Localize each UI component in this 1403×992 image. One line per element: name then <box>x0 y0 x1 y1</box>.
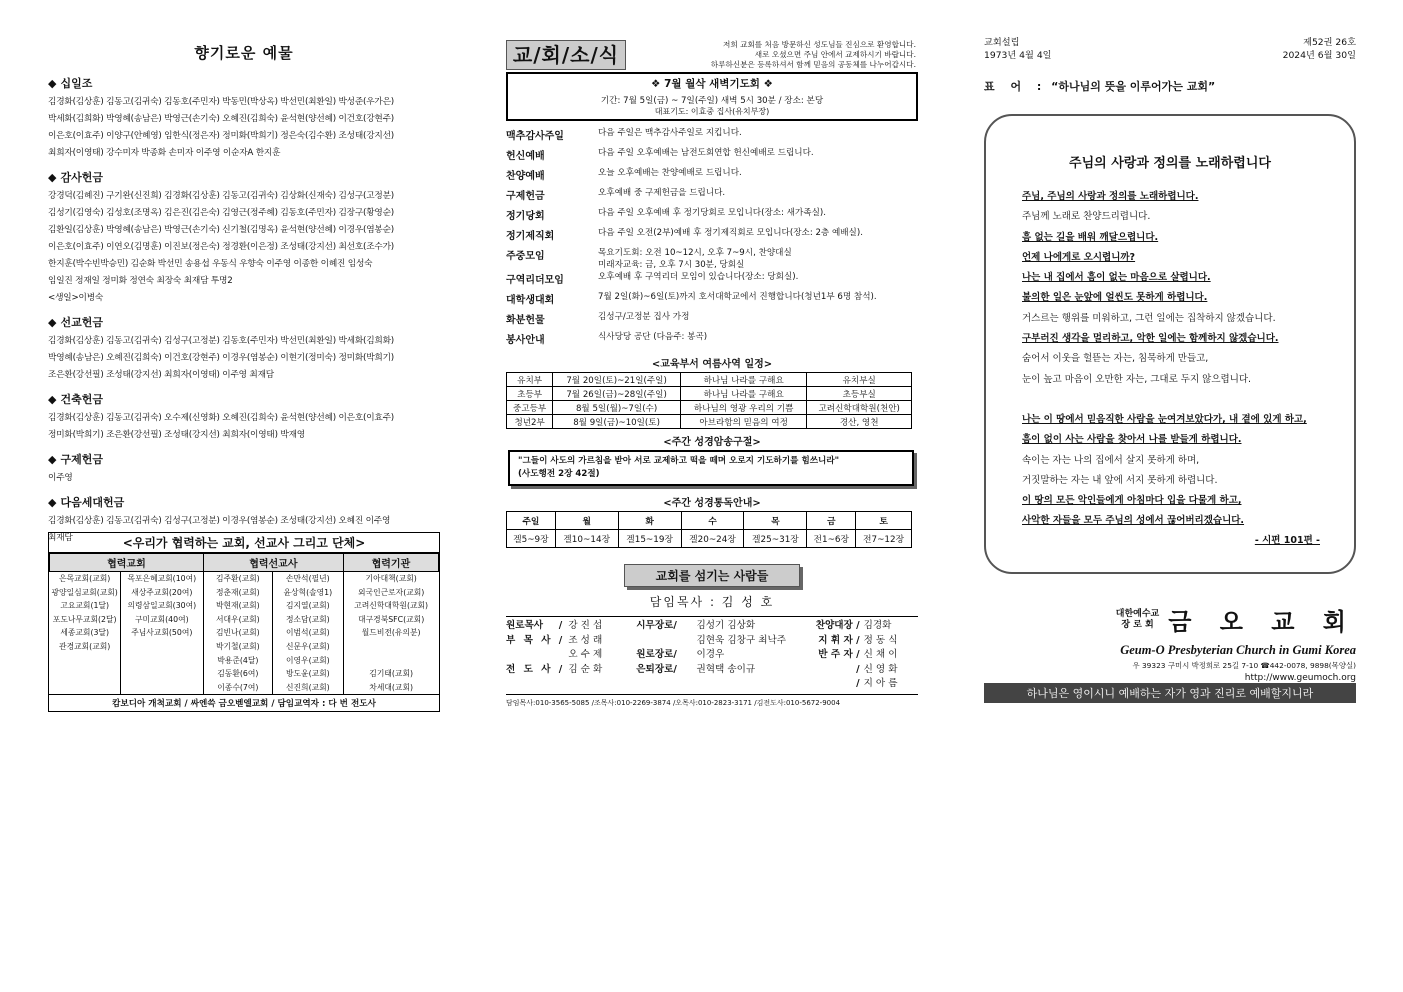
news-item-text: 다음 주일 오후예배는 남전도회연합 헌신예배로 드립니다. <box>598 148 814 158</box>
staff-row <box>506 634 918 649</box>
servers-title: 교회를 섬기는 사람들 <box>624 564 800 587</box>
staff-cell: 은퇴장로/ <box>636 663 677 675</box>
reading-range: 전1~6장 <box>807 530 856 548</box>
reading-range: 겔15~19장 <box>618 530 681 548</box>
staff-cell: 신 채 이 <box>863 649 898 660</box>
psalm-line: 나는 이 땅에서 믿음직한 사람을 눈여겨보았다가, 내 곁에 있게 하고, <box>1022 413 1307 425</box>
coop-missionary: 박기철(교회) <box>215 641 260 651</box>
coop-missionary: 방도윤(교회) <box>285 669 330 679</box>
news-column <box>506 36 918 708</box>
coop-church: 주님사교회(50여) <box>131 628 193 638</box>
summer-cell: 초등부실 <box>807 387 912 401</box>
offering-names: 김경화(김상훈) 김동고(김귀숙) 오수제(신영화) 오혜진(김희숙) 윤석현(양선혜) 이은호(이효주) 정미화(박희기) 조은환(강선필) 조성태(강지선) 최희자(이영태) 박재영 <box>48 413 394 440</box>
cooperation-title: <우리가 협력하는 교회, 선교사 그리고 단체> <box>49 533 439 553</box>
news-header <box>506 36 918 70</box>
church-url[interactable]: http://www.geumoch.org <box>1244 673 1356 683</box>
psalm-line: 숨어서 이웃을 헐뜯는 자는, 침묵하게 만들고, <box>1022 353 1209 365</box>
coop-org: 김기태(교회) <box>369 669 414 679</box>
coop-missionary: 김빈나(교회) <box>215 628 260 638</box>
news-item-label: 찬양예배 <box>506 171 545 182</box>
summer-schedule-table <box>506 372 912 429</box>
coop-orgs <box>343 572 438 695</box>
coop-header-missionaries: 협력선교사 <box>203 554 343 572</box>
psalm-line: 언제 나에게로 오시렵니까? <box>1022 251 1136 263</box>
offering-heading-label: 선교헌금 <box>60 316 103 329</box>
dawn-prayer-schedule: 기간: 7월 5일(금) ~ 7일(주일) 새벽 5시 30분 / 장소: 본당 <box>600 96 824 106</box>
psalm-line: 속이는 자는 나의 집에서 살지 못하게 하며, <box>1022 454 1200 466</box>
news-item-label: 맥추감사주일 <box>506 131 564 142</box>
diamond-bullet-icon: ◆ <box>48 316 57 329</box>
reading-days-row <box>507 512 912 530</box>
coop-church: 은목교회(교회) <box>59 574 111 583</box>
staff-cell: 강 진 섭 <box>568 620 603 631</box>
staff-cell: 신 영 화 <box>863 663 898 675</box>
offering-names: 이주영 <box>48 473 73 483</box>
summer-cell: 경산, 영천 <box>807 415 912 429</box>
offering-heading-label: 건축헌금 <box>60 393 103 406</box>
coop-missionaries-b <box>272 572 343 695</box>
dawn-prayer-leader: 대표기도: 이효중 집사(유치부장) <box>654 107 770 116</box>
offering-heading <box>48 314 440 330</box>
senior-pastor: 담임목사 : 김 성 호 <box>649 595 775 609</box>
news-item <box>506 291 918 311</box>
summer-cell: 중고등부 <box>507 401 553 415</box>
coop-header-orgs: 협력기관 <box>343 554 438 572</box>
staff-cell: 부 목 사 / <box>506 634 563 646</box>
staff-cell: 원로장로/ <box>636 649 677 660</box>
staff-cell <box>636 634 696 649</box>
news-item <box>506 247 918 271</box>
staff-cell <box>506 677 562 692</box>
psalm-line: 사악한 자들을 모두 주님의 성에서 끊어버리겠습니다. <box>1022 515 1245 527</box>
staff-row <box>506 677 918 692</box>
summer-cell: 하나님 나라를 구해요 <box>680 387 806 401</box>
staff-cell: 정 동 식 <box>863 634 898 646</box>
psalm-line: 이 땅의 모든 악인들에게 아침마다 입을 다물게 하고, <box>1022 495 1242 507</box>
offering-section <box>48 75 440 162</box>
news-item <box>506 311 918 331</box>
reading-day: 주일 <box>507 512 556 530</box>
news-item-label: 대학생대회 <box>506 295 555 306</box>
staff-cell: 김경화 <box>863 620 892 631</box>
bible-reading-table <box>506 511 912 548</box>
coop-org: 대구경북SFC(교회) <box>358 614 425 624</box>
coop-church: 관경교회(교회) <box>59 641 111 651</box>
summer-cell: 고려신학대학원(천안) <box>807 401 912 415</box>
coop-org: 차세대(교회) <box>369 682 414 692</box>
news-item <box>506 227 918 247</box>
founded-date: 1973년 4월 4일 <box>984 50 1052 61</box>
psalm-line: 흠 없는 길을 배워 깨달으렵니다. <box>1022 231 1159 243</box>
staff-cell: 오 수 제 <box>568 649 603 660</box>
summer-row <box>507 387 912 401</box>
diamond-bullet-icon: ◆ <box>48 171 57 184</box>
summer-row <box>507 373 912 387</box>
coop-church: 광양일심교회(교회) <box>51 587 118 597</box>
staff-cell: 전 도 사 / <box>506 663 563 675</box>
psalm-reference: - 시편 101편 - <box>1254 534 1320 546</box>
diamond-bullet-icon: ◆ <box>48 393 57 406</box>
news-list <box>506 127 918 351</box>
coop-missionaries-a <box>203 572 272 695</box>
bottom-motto-bar: 하나님은 영이시니 예배하는 자가 영과 진리로 예배할지니라 <box>984 683 1356 703</box>
staff-cell <box>696 677 805 692</box>
coop-org <box>346 654 437 668</box>
offering-names: 강경덕(김혜진) 구기완(신진희) 김경화(김상훈) 김동고(김귀숙) 김상화(신재숙) 김성구(고정분) 김성기(김영숙) 김성호(조명옥) 김은진(김은숙) 김영근(정주혜) 김동호(주민자) 김장구(황영순) 김환일(김상훈) 박영혜(송남은) 박영근(손기숙) 신기철(김명옥) 윤석현(양선혜) 이경우(염봉순) 이은호(이효주) 이연오(김명훈) 이진보(정은숙) 정경환(이은정) 조성태(강지선) 최선호(조수가) 한지훈(박수빈박승민) 김순화 박선민 송용섭 우동식 우향숙 이주영 이종한 이혜진 임성숙 임일진 정재일 정미화 정연숙 최장숙 최재담 투명2 <생일>이병숙 <box>48 191 394 303</box>
issue-date: 2024년 6월 30일 <box>1282 50 1356 61</box>
coop-church: 포도나무교회(2달) <box>52 614 117 624</box>
offering-section <box>48 391 440 444</box>
news-item-label: 헌신예배 <box>506 151 545 162</box>
staff-cell: 지 아 름 <box>863 678 898 689</box>
offering-heading-label: 십일조 <box>60 77 93 90</box>
psalm-line: 구부러진 생각을 멀리하고, 악한 일에는 함께하지 않겠습니다. <box>1022 333 1279 345</box>
welcome-message: 저희 교회를 처음 방문하신 성도님들 진심으로 환영합니다. 새로 오셨으면 주님 안에서 교제하시기 바랍니다. 하루하신분은 등록하셔서 함께 믿음의 공동체를 나누어갑시다. <box>710 40 916 69</box>
news-item-text: 다음 주일 오후예배 후 정기당회로 모입니다(장소: 새가족실). <box>598 208 826 218</box>
coop-missionary: 정소담(교회) <box>285 614 330 624</box>
dawn-prayer-title: ❖ 7월 월삭 새벽기도회 ❖ <box>651 78 773 90</box>
staff-cell: 찬양대장 / <box>815 620 860 631</box>
offering-names: 김경화(김상훈) 김동고(김귀숙) 김성구(고정분) 김동호(주민자) 박선민(최환일) 박세화(김희화) 박영혜(송남은) 오혜진(김희숙) 이건호(강현주) 이경우(염봉순) 이현기(정미숙) 정미화(박희기) 조은환(강선필) 조성태(강지선) 최희자(이영태) 이주영 최재담 <box>48 336 394 380</box>
reading-day: 수 <box>681 512 744 530</box>
staff-cell: / <box>856 663 860 675</box>
memory-verse: "그들이 사도의 가르침을 받아 서로 교제하고 떡을 떼며 오로지 기도하기를 힘쓰니라" (사도행전 2장 42절) <box>508 450 914 486</box>
news-item-text: 오늘 오후예배는 찬양예배로 드립니다. <box>598 168 742 178</box>
coop-missionary: 이종수(7여) <box>217 682 259 692</box>
coop-missionary: 정춘재(교회) <box>215 587 260 597</box>
cooperation-table <box>49 553 439 694</box>
psalm-line: 거짓말하는 자는 내 앞에 서지 못하게 하렵니다. <box>1022 474 1218 486</box>
coop-missionary: 윤상혁(솔영1) <box>283 587 333 597</box>
psalm-line: 흠이 없이 사는 사람을 찾아서 나를 받들게 하렵니다. <box>1022 434 1242 446</box>
memory-verse-title: <주간 성경암송구절> <box>663 437 761 448</box>
coop-churches-b <box>120 572 203 695</box>
news-item-label: 정기당회 <box>506 211 545 222</box>
coop-church: 세종교회(3달) <box>60 628 110 638</box>
coop-church: 고요교회(1달) <box>60 601 110 611</box>
reading-range: 겔25~31장 <box>744 530 807 548</box>
news-item-label: 봉사안내 <box>506 335 545 346</box>
coop-missionary: 김동환(6여) <box>217 669 259 679</box>
news-item-label: 구역리더모임 <box>506 275 564 286</box>
psalm-line: 불의한 일은 눈앞에 얼씬도 못하게 하렵니다. <box>1022 292 1208 304</box>
motto-label: 표 어 : <box>984 80 1048 93</box>
psalm-line: 나는 내 집에서 흠이 없는 마음으로 살렵니다. <box>1022 272 1211 284</box>
coop-church: 의령삼일교회(30여) <box>127 601 197 611</box>
summer-cell: 유치부실 <box>807 373 912 387</box>
dawn-prayer-box <box>506 72 918 121</box>
news-item-text: 목요기도회: 오전 10~12시, 오후 7~9시, 찬양대실 미래자교육: 금, 오후 7시 30분, 당회실 <box>598 248 792 270</box>
coop-churches-a <box>50 572 121 695</box>
reading-range: 겔5~9장 <box>507 530 556 548</box>
offering-names: 김경화(김상훈) 김동고(김귀숙) 김동호(주민자) 박동민(박상옥) 박선민(최환일) 박성준(우가은) 박세화(김희화) 박영혜(송남은) 박영근(손기숙) 오혜진(김희숙) 윤석현(양선혜) 이건호(강현주) 이은호(이효주) 이양구(안혜영) 임한식(정은자) 정미화(박희기) 정은숙(김수환) 조성태(강지선) 최희자(이영태) 강수미자 박종화 손미자 이주영 이순자A 한지훈 <box>48 97 394 158</box>
psalm-lines <box>986 187 1354 532</box>
psalm-line: 눈이 높고 마음이 오만한 자는, 그대로 두지 않으렵니다. <box>1022 373 1252 385</box>
coop-church: 새상주교회(20여) <box>131 587 193 597</box>
offering-heading <box>48 391 440 407</box>
summer-cell: 8월 9일(금)~10일(토) <box>553 415 681 429</box>
diamond-bullet-icon: ◆ <box>48 453 57 466</box>
founded-label: 교회설립 <box>984 37 1020 48</box>
staff-row <box>506 619 918 634</box>
coop-missionary: 서대우(교회) <box>215 614 260 624</box>
coop-missionary: 박현재(교회) <box>215 601 260 611</box>
psalm-line: 거스르는 행위를 미워하고, 그런 일에는 집착하지 않겠습니다. <box>1022 312 1276 324</box>
coop-missionary: 신문우(교회) <box>285 641 330 651</box>
staff-row <box>506 648 918 663</box>
offering-heading <box>48 451 440 467</box>
issue-info-row2 <box>984 49 1356 62</box>
motto-text: “하나님의 뜻을 이루어가는 교회” <box>1051 80 1216 93</box>
volume-number: 제52권 26호 <box>1303 37 1356 48</box>
offering-section <box>48 451 440 487</box>
cover-column <box>984 36 1356 700</box>
coop-church: 구미교회(40여) <box>135 614 189 624</box>
news-item-text: 다음 주일 오전(2부)예배 후 정기제직회로 모입니다(장소: 2층 예배실). <box>598 228 863 238</box>
news-item <box>506 271 918 291</box>
reading-range: 겔10~14장 <box>555 530 618 548</box>
summer-row <box>507 401 912 415</box>
news-item-text: 김성구/고정분 집사 가정 <box>598 312 690 322</box>
summer-cell: 하나님의 영광 우리의 기쁨 <box>680 401 806 415</box>
offering-heading <box>48 494 440 510</box>
coop-missionary: 손만석(필년) <box>285 574 330 583</box>
offering-section <box>48 169 440 307</box>
staff-cell <box>636 677 696 692</box>
issue-info-row1 <box>984 36 1356 49</box>
news-item-text: 7월 2일(화)~6일(토)까지 호서대학교에서 진행합니다(청년1부 6명 참석). <box>598 292 877 302</box>
coop-missionary: 박용준(4달) <box>217 655 259 665</box>
news-item-label: 화분헌물 <box>506 315 545 326</box>
coop-header-churches: 협력교회 <box>50 554 204 572</box>
bible-reading-title: <주간 성경통독안내> <box>663 498 761 509</box>
staff-cell <box>506 648 562 663</box>
coop-org: 월드비전(유의분) <box>361 628 421 638</box>
offering-heading-label: 다음세대헌금 <box>60 496 125 509</box>
cooperation-box <box>48 532 440 712</box>
reading-range: 겔20~24장 <box>681 530 744 548</box>
coop-missionary: 신진희(교회) <box>285 682 330 692</box>
diamond-bullet-icon: ◆ <box>48 496 57 509</box>
coop-org: 기아대책(교회) <box>365 574 417 583</box>
coop-church: 목포은혜교회(10여) <box>127 574 197 583</box>
news-title: 교/회/소/식 <box>506 40 626 70</box>
coop-org: 외국인근로자(교회) <box>358 587 425 597</box>
staff-row <box>506 663 918 678</box>
summer-cell: 7월 26일(금)~28일(주일) <box>553 387 681 401</box>
staff-cell: 김현욱 김창구 최낙주 <box>696 634 786 646</box>
summer-row <box>507 415 912 429</box>
staff-cell: 원로목사 / <box>506 620 563 631</box>
staff-cell: 권혁택 송이규 <box>696 663 756 675</box>
psalm-line <box>1022 390 1354 410</box>
psalm-line: 주님, 주님의 사랑과 정의를 노래하렵니다. <box>1022 191 1199 202</box>
reading-range: 전7~12장 <box>856 530 912 548</box>
coop-org: 고려신학대학원(교회) <box>354 601 429 611</box>
staff-cell: 조 성 래 <box>568 634 603 646</box>
psalm-box <box>984 114 1356 574</box>
news-item <box>506 147 918 167</box>
summer-cell: 하나님 나라를 구해요 <box>680 373 806 387</box>
news-item-label: 정기제직회 <box>506 231 555 242</box>
news-item <box>506 167 918 187</box>
staff-cell: 이경우 <box>696 649 725 660</box>
offering-section <box>48 314 440 384</box>
offerings-column <box>48 36 440 710</box>
offering-heading-label: 구제헌금 <box>60 453 103 466</box>
church-english-name: Geum-O Presbyterian Church in Gumi Korea <box>1120 643 1356 657</box>
psalm-line: 주님께 노래로 찬양드리렵니다. <box>1022 211 1151 223</box>
church-motto <box>984 78 1356 94</box>
coop-missionary: 이범석(교회) <box>285 628 330 638</box>
summer-cell: 유치부 <box>507 373 553 387</box>
staff-cell: 반 주 자 / <box>818 649 860 660</box>
news-item <box>506 207 918 227</box>
news-item-label: 주중모임 <box>506 251 545 262</box>
diamond-bullet-icon: ◆ <box>48 77 57 90</box>
offering-names: 김경화(김상훈) 김동고(김귀숙) 김성구(고정분) 이경우(염봉순) 조성태(강지선) 오혜진 이주영 최재담 <box>48 516 391 543</box>
summer-cell: 7월 20일(토)~21일(주일) <box>553 373 681 387</box>
coop-missionary: 김주환(교회) <box>215 574 260 583</box>
staff-cell: 시무장로/ <box>636 620 677 631</box>
coop-missionary: 김지열(교회) <box>285 601 330 611</box>
reading-day: 금 <box>807 512 856 530</box>
coop-missionary: 이영우(교회) <box>285 655 330 665</box>
news-item <box>506 187 918 207</box>
summer-schedule-title: <교육부서 여름사역 일정> <box>651 359 773 370</box>
phone-numbers: 담임목사:010-3565-5085 /조목사:010-2269-3874 /오목사:010-2823-3171 /김전도사:010-5672-9004 <box>506 698 841 707</box>
denomination: 대한예수교 장 로 회 <box>1115 608 1160 630</box>
news-item-text: 오후예배 후 구역리더 모임이 있습니다(장소: 당회실). <box>598 272 799 282</box>
staff-cell <box>562 677 636 692</box>
church-name: 금 오 교 회 <box>1168 607 1356 636</box>
staff-cell: / <box>856 678 860 689</box>
staff-cell: 김 순 화 <box>568 663 603 675</box>
staff-cell: 지 휘 자 / <box>818 634 860 646</box>
offering-heading-label: 감사헌금 <box>60 171 103 184</box>
staff-cell: 김성기 김상화 <box>696 620 756 631</box>
reading-day: 월 <box>555 512 618 530</box>
psalm-title: 주님의 사랑과 정의를 노래하렵니다 <box>1069 156 1271 171</box>
news-item-label: 구제헌금 <box>506 191 545 202</box>
reading-day: 목 <box>744 512 807 530</box>
cooperation-footer: 캄보디아 개척교회 / 싸엔쓱 금오벧엘교회 / 담임교역자 : 다 번 전도사 <box>49 694 439 711</box>
news-item-text: 다음 주일은 맥추감사주일로 지킵니다. <box>598 128 742 138</box>
news-item <box>506 127 918 147</box>
church-info <box>984 602 1356 683</box>
reading-day: 화 <box>618 512 681 530</box>
reading-ranges-row <box>507 530 912 548</box>
news-item-text: 식사당당 공단 (다음주: 봉곡) <box>598 332 708 342</box>
offerings-title: 향기로운 예물 <box>194 44 294 62</box>
offering-heading <box>48 75 440 91</box>
summer-cell: 8월 5일(월)~7일(수) <box>553 401 681 415</box>
summer-cell: 초등부 <box>507 387 553 401</box>
staff-list <box>506 616 918 695</box>
church-address: 우 39323 구미시 박정희로 25길 7-10 ☎442-0078, 9898(목양실) <box>1132 661 1356 670</box>
news-item <box>506 331 918 351</box>
offering-heading <box>48 169 440 185</box>
reading-day: 토 <box>856 512 912 530</box>
news-item-text: 오후예배 중 구제헌금을 드립니다. <box>598 188 726 198</box>
coop-org <box>346 640 437 654</box>
summer-cell: 청년2부 <box>507 415 553 429</box>
summer-cell: 아브라함의 믿음의 여정 <box>680 415 806 429</box>
offering-sections <box>48 75 440 547</box>
